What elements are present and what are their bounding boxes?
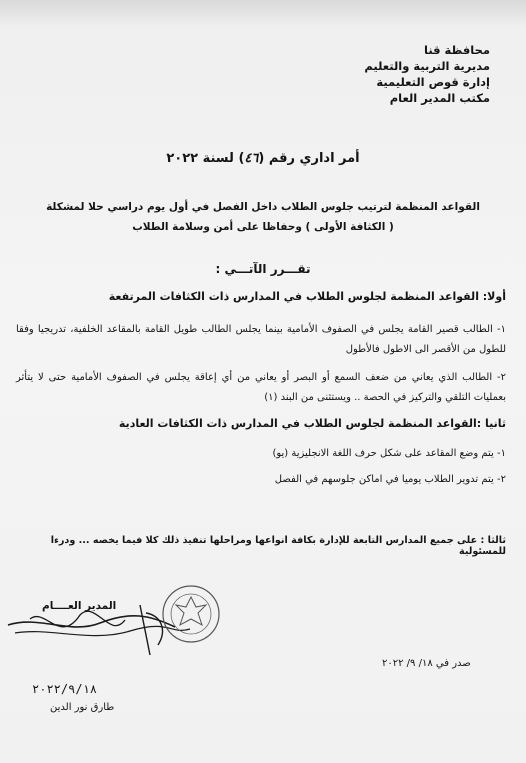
subject-line-2: ( الكثافة الأولى ) وحفاظا على أمن وسلامة الطلاب <box>132 221 394 233</box>
directorate-line: مديرية التربية والتعليم <box>364 59 490 73</box>
section-2-title: ثانيا :القواعد المنظمة لجلوس الطلاب في المدارس ذات الكثافات العادية <box>118 417 506 430</box>
signature-title: المدير العــــام <box>42 600 117 612</box>
decided-heading: تقـــرر الآتـــي : <box>215 262 311 276</box>
order-title <box>0 151 526 166</box>
section-1-title: أولا: القواعد المنظمة لجلوس الطلاب في المدارس ذات الكثافات المرتفعة <box>108 290 506 303</box>
issue-date: صدر في ١٨/ ٩/ ٢٠٢٢ <box>382 658 471 669</box>
administration-line: إدارة قوص التعليمية <box>376 75 490 89</box>
signature-date: ٢٠٢٢/٩/١٨ <box>32 682 98 696</box>
order-number: ٤٦ <box>244 151 259 166</box>
section-1-item-2: ٢- الطالب الذي يعاني من ضعف السمع أو البصر أو يعاني من أي إعاقة يجلس في الصفوف الأمامية حتى لا يتأثر بعمليات التلقي والتركيز في الحصة .. ويستثنى من البند (١) <box>16 372 506 403</box>
order-prefix: أمر اداري رقم ( <box>258 151 360 166</box>
office-line: مكتب المدير العام <box>389 91 490 105</box>
section-3-text: ثالثا : على جميع المدارس التابعة للإدارة بكافة انواعها ومراحلها تنفيذ ذلك كلا فيما يخصه ... ودرءا للمسئولية <box>50 535 506 557</box>
governorate-line: محافظة قنا <box>424 43 490 57</box>
subject-line-1: القواعد المنظمة لترتيب جلوس الطلاب داخل الفصل في أول يوم دراسي حلا لمشكلة <box>46 201 480 213</box>
signatory-name: طارق نور الدين <box>50 702 115 713</box>
eagle-seal-icon <box>160 583 222 645</box>
section-2-item-2: ٢- يتم تدوير الطلاب يوميا في اماكن جلوسهم في الفصل <box>274 474 506 485</box>
order-suffix: ) لسنة ٢٠٢٢ <box>166 151 245 166</box>
section-1-item-1: ١- الطالب قصير القامة يجلس في الصفوف الأمامية بينما يجلس الطالب طويل القامة بالمقاعد الخلفية، تدريجيا وفقا للطول من الأقصر الى الاطول فالأطول <box>16 324 506 355</box>
section-2-item-1: ١- يتم وضع المقاعد على شكل حرف اللغة الانجليزية (يو) <box>272 448 506 459</box>
scan-shadow <box>0 0 526 26</box>
letterhead <box>364 42 490 106</box>
